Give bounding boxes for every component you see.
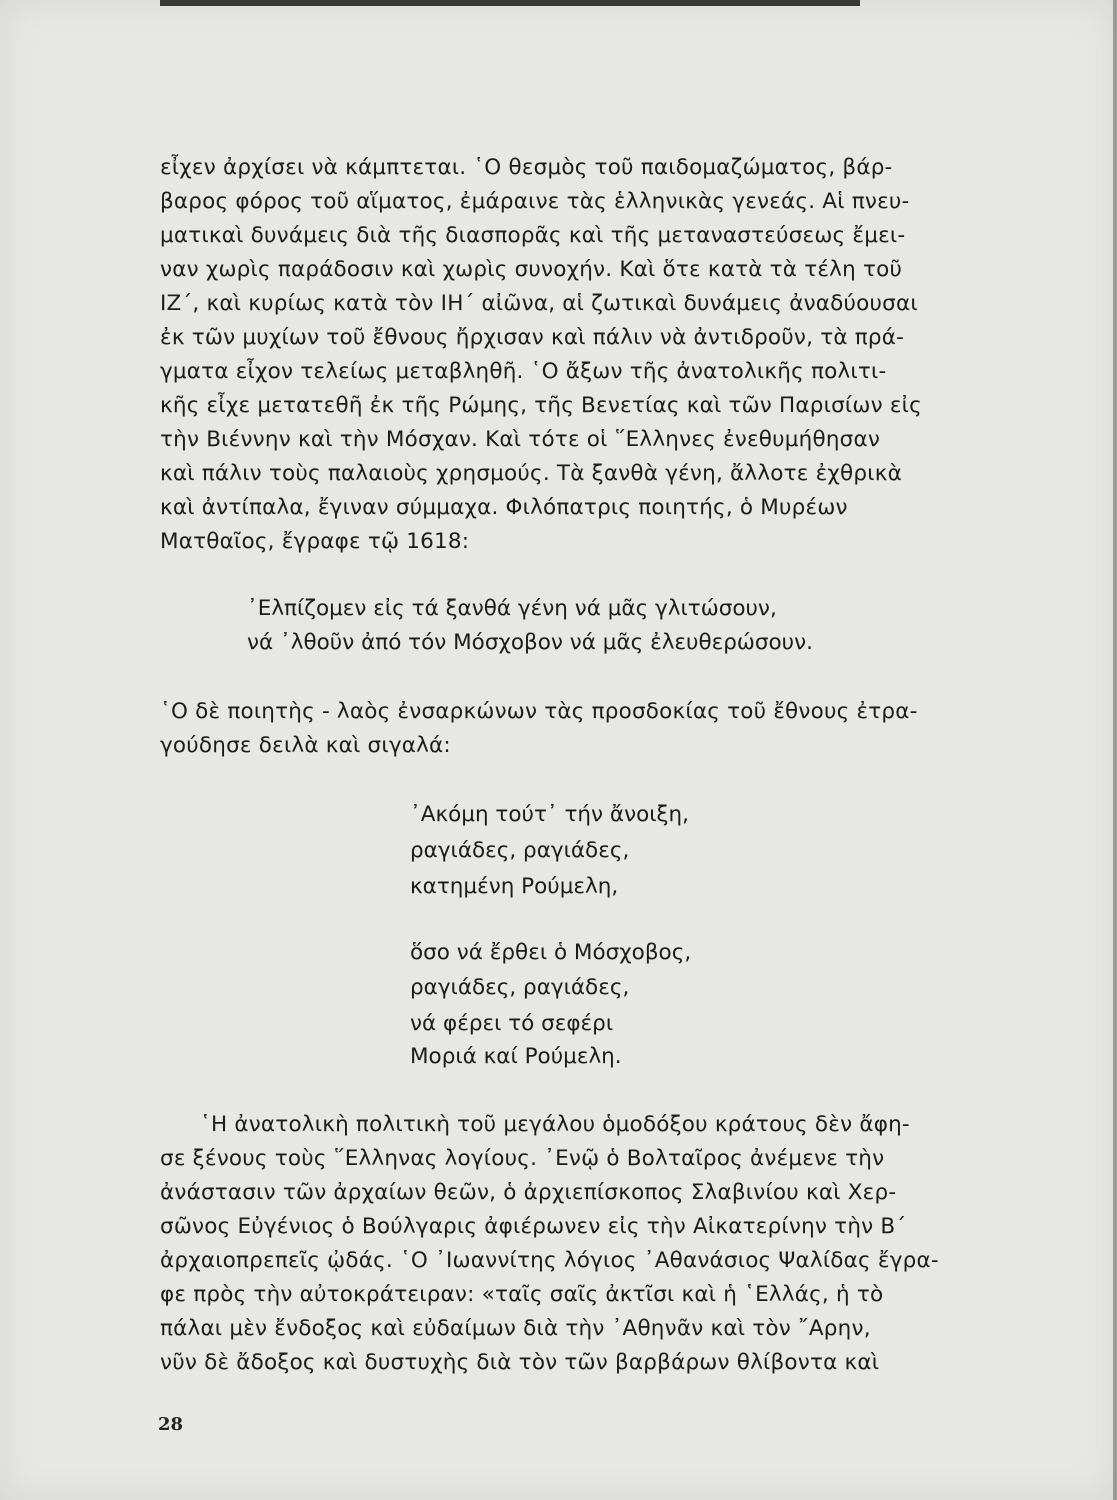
song-line: νά φέρει τό σεφέρι xyxy=(410,1011,614,1036)
verse-line: ᾿Ελπίζομεν εἰς τά ξανθά γένη νά μᾶς γλιτώσουν, xyxy=(247,596,777,621)
text-line: ῾Ο δὲ ποιητὴς - λαὸς ἐνσαρκώνων τὰς προσδοκίας τοῦ ἔθνους ἐτρα- xyxy=(160,699,918,724)
song-line: Μοριά καί Ρούμελη. xyxy=(410,1044,622,1069)
text-line: εἶχεν ἀρχίσει νὰ κάμπτεται. ῾Ο θεσμὸς τοῦ παιδομαζώματος, βάρ- xyxy=(160,155,893,180)
text-line: πάλαι μὲν ἔνδοξος καὶ εὐδαίμων διὰ τὴν ᾿Αθηνᾶν καὶ τὸν ῎Αρην, xyxy=(160,1316,871,1341)
text-line: σε ξένους τοὺς ῞Ελληνας λογίους. ᾿Ενῷ ὁ Βολταῖρος ἀνέμενε τὴν xyxy=(160,1146,885,1171)
text-line: ἐκ τῶν μυχίων τοῦ ἔθνους ἤρχισαν καὶ πάλιν νὰ ἀντιδροῦν, τὰ πρά- xyxy=(160,325,905,350)
text-line: σῶνος Εὐγένιος ὁ Βούλγαρις ἀφιέρωνεν εἰς τὴν Αἰκατερίνην τὴν Β´ xyxy=(160,1214,907,1239)
song-line: κατημένη Ρούμελη, xyxy=(410,874,619,899)
text-line: κῆς εἶχε μετατεθῆ ἐκ τῆς Ρώμης, τῆς Βενετίας καὶ τῶν Παρισίων εἰς xyxy=(160,393,922,418)
scan-edge-right xyxy=(1113,0,1117,1500)
song-line: ᾿Ακόμη τούτ᾿ τήν ἄνοιξη, xyxy=(410,802,689,827)
text-line: φε πρὸς τὴν αὐτοκράτειραν: «ταῖς σαῖς ἀκτῖσι καὶ ἡ ῾Ελλάς, ἡ τὸ xyxy=(160,1282,884,1307)
verse-line: νά ᾿λθοῦν ἀπό τόν Μόσχοβον νά μᾶς ἐλευθερώσουν. xyxy=(247,630,813,655)
text-line: νῦν δὲ ἄδοξος καὶ δυστυχὴς διὰ τὸν τῶν βαρβάρων θλίβοντα καὶ xyxy=(160,1350,880,1375)
text-line: ΙΖ´, καὶ κυρίως κατὰ τὸν ΙΗ´ αἰῶνα, αἱ ζωτικαὶ δυνάμεις ἀναδύουσαι xyxy=(160,291,918,316)
song-line: ραγιάδες, ραγιάδες, xyxy=(410,838,630,863)
text-line: βαρος φόρος τοῦ αἵματος, ἐμάραινε τὰς ἑλληνικὰς γενεάς. Αἱ πνευ- xyxy=(160,189,910,214)
text-line: γούδησε δειλὰ καὶ σιγαλά: xyxy=(160,733,451,758)
scan-edge-top xyxy=(160,0,860,6)
song-line: ὅσο νά ἔρθει ὁ Μόσχοβος, xyxy=(410,940,692,965)
text-line: καὶ ἀντίπαλα, ἔγιναν σύμμαχα. Φιλόπατρις ποιητής, ὁ Μυρέων xyxy=(160,495,848,520)
text-line: ἀρχαιοπρεπεῖς ᾠδάς. ῾Ο ᾿Ιωαννίτης λόγιος ᾿Αθανάσιος Ψαλίδας ἔγρα- xyxy=(160,1248,939,1273)
text-line: τὴν Βιέννην καὶ τὴν Μόσχαν. Καὶ τότε οἱ ῞Ελληνες ἐνεθυμήθησαν xyxy=(160,427,881,452)
text-line: γματα εἶχον τελείως μεταβληθῆ. ῾Ο ἄξων τῆς ἀνατολικῆς πολιτι- xyxy=(160,359,887,384)
text-line: ἀνάστασιν τῶν ἀρχαίων θεῶν, ὁ ἀρχιεπίσκοπος Σλαβινίου καὶ Χερ- xyxy=(160,1180,897,1205)
text-line: καὶ πάλιν τοὺς παλαιοὺς χρησμούς. Τὰ ξανθὰ γένη, ἄλλοτε ἐχθρικὰ xyxy=(160,461,902,486)
text-line: Ματθαῖος, ἔγραφε τῷ 1618: xyxy=(160,529,470,554)
song-line: ραγιάδες, ραγιάδες, xyxy=(410,975,630,1000)
text-line: ῾Η ἀνατολικὴ πολιτικὴ τοῦ μεγάλου ὁμοδόξου κράτους δὲν ἄφη- xyxy=(200,1112,910,1137)
text-line: ναν χωρὶς παράδοσιν καὶ χωρὶς συνοχήν. Καὶ ὅτε κατὰ τὰ τέλη τοῦ xyxy=(160,257,903,282)
page-number: 28 xyxy=(158,1414,184,1435)
text-line: ματικαὶ δυνάμεις διὰ τῆς διασπορᾶς καὶ τῆς μεταναστεύσεως ἔμει- xyxy=(160,223,906,248)
